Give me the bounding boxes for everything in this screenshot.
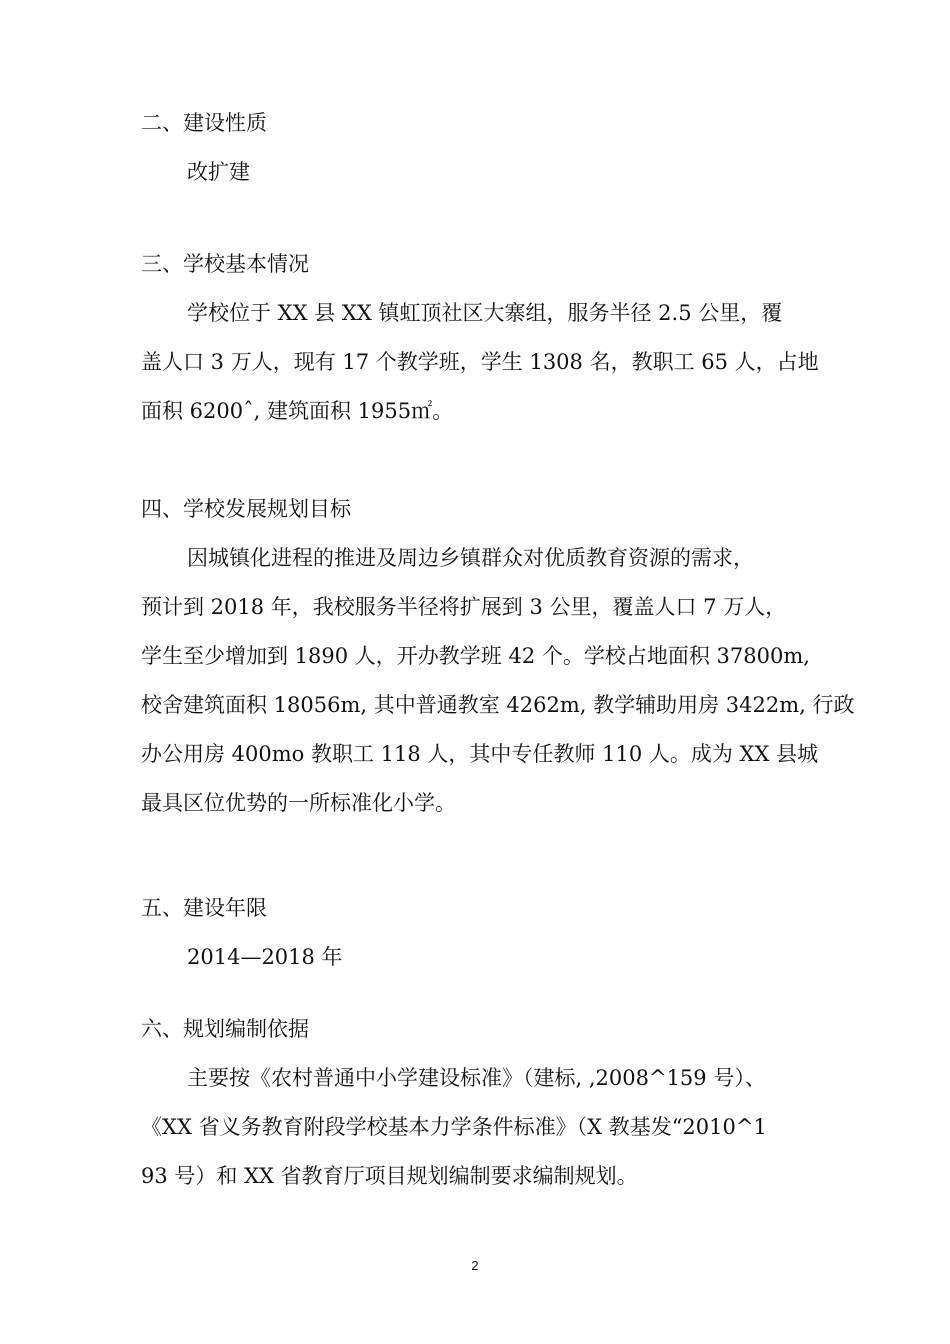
paragraph-line: 办公用房 400mo 教职工 118 人，其中专任教师 110 人。成为 XX 县城 (141, 742, 819, 766)
paragraph-line: 改扩建 (187, 160, 250, 184)
section-heading-development-goals: 四、学校发展规划目标 (141, 497, 351, 521)
paragraph-line: 学生至少增加到 1890 人，开办教学班 42 个。学校占地面积 37800m, (141, 644, 810, 668)
paragraph-line: 最具区位优势的一所标准化小学。 (141, 791, 456, 815)
section-heading-construction-period: 五、建设年限 (141, 896, 267, 920)
paragraph-line: 面积 6200ˆ, 建筑面积 1955㎡。 (141, 399, 454, 423)
paragraph-line: 因城镇化进程的推进及周边乡镇群众对优质教育资源的需求， (187, 546, 754, 570)
section-heading-school-basics: 三、学校基本情况 (141, 252, 309, 276)
section-heading-construction-nature: 二、建设性质 (141, 111, 267, 135)
paragraph-line: 盖人口 3 万人，现有 17 个教学班，学生 1308 名，教职工 65 人，占地 (141, 350, 819, 374)
paragraph-line: 学校位于 XX 县 XX 镇虹顶社区大寨组，服务半径 2.5 公里，覆 (187, 301, 783, 325)
paragraph-line: 预计到 2018 年，我校服务半径将扩展到 3 公里，覆盖人口 7 万人， (141, 595, 787, 619)
paragraph-line: 2014—2018 年 (187, 945, 343, 969)
page-number: 2 (471, 1258, 479, 1273)
section-heading-planning-basis: 六、规划编制依据 (141, 1017, 309, 1041)
paragraph-line: 93 号）和 XX 省教育厅项目规划编制要求编制规划。 (141, 1164, 638, 1188)
paragraph-line: 《XX 省义务教育附段学校基本力学条件标准》（X 教基发“2010^1 (141, 1115, 767, 1139)
paragraph-line: 校舍建筑面积 18056m, 其中普通教室 4262m, 教学辅助用房 3422m, 行政 (141, 693, 855, 717)
paragraph-line: 主要按《农村普通中小学建设标准》（建标, ,2008^159 号）、 (187, 1066, 766, 1090)
